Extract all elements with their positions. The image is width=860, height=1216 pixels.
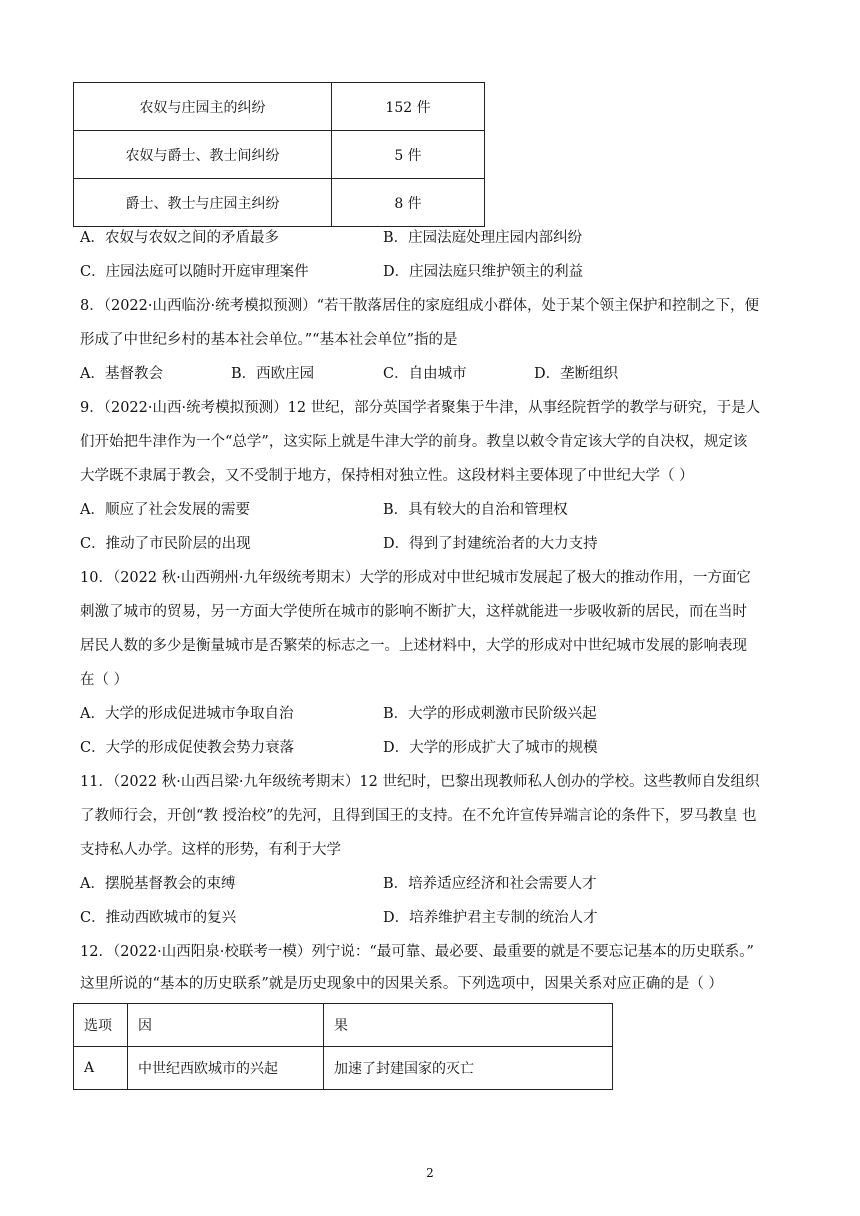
table-header-cell: 因 (128, 1004, 324, 1047)
q8-option-a: A．基督教会 (80, 366, 163, 382)
q12-stem-line: 这里所说的“基本的历史联系”就是历史现象中的因果关系。下列选项中，因果关系对应正确的是（ ） (80, 976, 723, 992)
q10-stem-line: 在（ ） (80, 672, 129, 688)
table-row (74, 83, 485, 131)
q11-option-d: D．培养维护君主专制的统治人才 (383, 910, 598, 926)
q9-option-a: A．顺应了社会发展的需要 (80, 502, 250, 518)
cause-effect-table (73, 1003, 613, 1090)
q11-stem-line: 支持私人办学。这样的形势，有利于大学 (80, 842, 341, 858)
q10-option-b: B．大学的形成刺激市民阶级兴起 (383, 706, 597, 722)
table-cell: 农奴与庄园主的纠纷 (74, 83, 332, 131)
q8-option-b: B．西欧庄园 (231, 366, 315, 382)
q8-stem-line: 8．（2022·山西临汾·统考模拟预测）“若干散落居住的家庭组成小群体，处于某个领主保护和控制之下，便 (80, 298, 760, 314)
q10-stem-line: 居民人数的多少是衡量城市是否繁荣的标志之一。上述材料中，大学的形成对中世纪城市发展的影响表现 (80, 638, 747, 654)
q11-option-b: B．培养适应经济和社会需要人才 (383, 876, 597, 892)
q9-stem-line: 们开始把牛津作为一个“总学”，这实际上就是牛津大学的前身。教皇以敕令肯定该大学的自决权，规定该 (80, 434, 748, 450)
table-cell: 农奴与爵士、教士间纠纷 (74, 131, 332, 179)
table-cell: 加速了封建国家的灭亡 (324, 1047, 613, 1090)
table-cell: 8 件 (332, 179, 485, 227)
q11-option-c: C．推动西欧城市的复兴 (80, 910, 237, 926)
table-row (74, 179, 485, 227)
table-header-row (74, 1004, 613, 1047)
q7-option-d: D．庄园法庭只维护领主的利益 (383, 264, 584, 280)
q11-stem-line: 了教师行会，开创“教 授治校”的先河，且得到国王的支持。在不允许宣传异端言论的条件下，罗马教皇 也 (80, 808, 757, 824)
q9-stem-line: 大学既不隶属于教会，又不受制于地方，保持相对独立性。这段材料主要体现了中世纪大学（ ） (80, 468, 694, 484)
table-cell: 中世纪西欧城市的兴起 (128, 1047, 324, 1090)
table-header-cell: 果 (324, 1004, 613, 1047)
q8-option-c: C．自由城市 (383, 366, 467, 382)
table-cell: 爵士、教士与庄园主纠纷 (74, 179, 332, 227)
q10-stem-line: 刺激了城市的贸易，另一方面大学使所在城市的影响不断扩大，这样就能进一步吸收新的居民，而在当时 (80, 604, 747, 620)
table-header-cell: 选项 (74, 1004, 128, 1047)
dispute-table (73, 82, 485, 227)
table-cell: 152 件 (332, 83, 485, 131)
q7-option-a: A．农奴与农奴之间的矛盾最多 (80, 230, 279, 246)
q10-option-d: D．大学的形成扩大了城市的规模 (383, 740, 598, 756)
q8-option-d: D．垄断组织 (534, 366, 619, 382)
q10-option-a: A．大学的形成促进城市争取自治 (80, 706, 294, 722)
q7-option-b: B．庄园法庭处理庄园内部纠纷 (383, 230, 583, 246)
q7-option-c: C．庄园法庭可以随时开庭审理案件 (80, 264, 309, 280)
q12-stem-line: 12．（2022·山西阳泉·校联考一模）列宁说：“最可靠、最必要、最重要的就是不要忘记基本的历史联系。” (80, 944, 754, 960)
q11-stem-line: 11．（2022 秋·山西吕梁·九年级统考期末）12 世纪时，巴黎出现教师私人创办的学校。这些教师自发组织 (80, 774, 760, 790)
q10-stem-line: 10．（2022 秋·山西朔州·九年级统考期末）大学的形成对中世纪城市发展起了极大的推动作用，一方面它 (80, 570, 751, 586)
table-cell: 5 件 (332, 131, 485, 179)
q9-option-b: B．具有较大的自治和管理权 (383, 502, 568, 518)
q8-stem-line: 形成了中世纪乡村的基本社会单位。”“基本社会单位”指的是 (80, 332, 458, 348)
q10-option-c: C．大学的形成促使教会势力衰落 (80, 740, 295, 756)
page-number: 2 (426, 1166, 434, 1180)
table-row (74, 131, 485, 179)
table-cell: A (74, 1047, 128, 1090)
q11-option-a: A．摆脱基督教会的束缚 (80, 876, 236, 892)
q9-stem-line: 9．（2022·山西·统考模拟预测）12 世纪，部分英国学者聚集于牛津，从事经院哲学的教学与研究，于是人 (80, 400, 761, 416)
q9-option-d: D．得到了封建统治者的大力支持 (383, 536, 598, 552)
table-row (74, 1047, 613, 1090)
q9-option-c: C．推动了市民阶层的出现 (80, 536, 251, 552)
